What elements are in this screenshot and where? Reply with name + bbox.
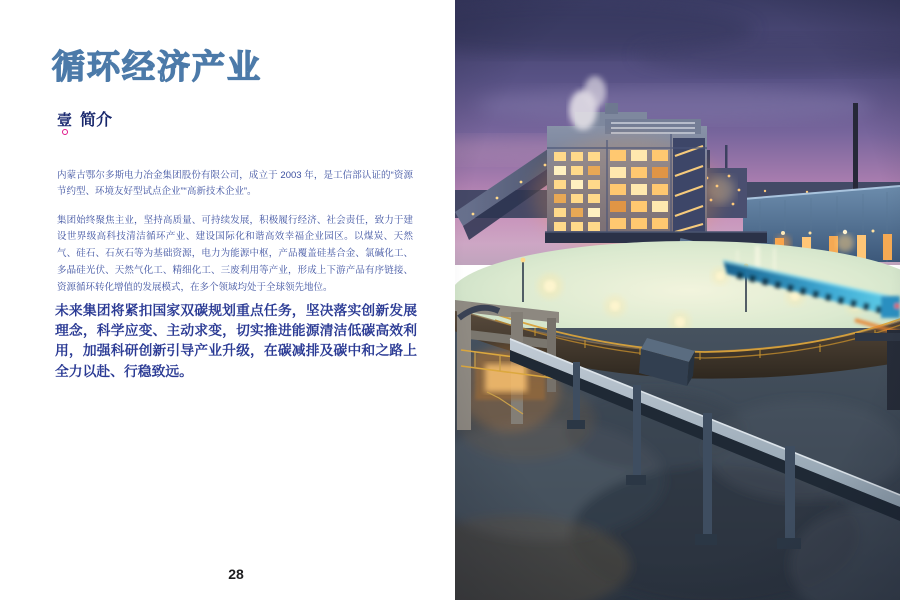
paragraph-business: 集团始终聚焦主业，坚持高质量、可持续发展，积极履行经济、社会责任，致力于建设世界级高科技清洁循环产业、建设国际化和谐高效幸福企业园区。以煤炭、天然气、硅石、石灰石等为基础资源，电力为能源中枢，产品覆盖硅基合金、氯碱化工、多晶硅光伏、天然气化工、精细化工、三废利用等产业，形成上下游产品有序链接、资源循环转化增值的发展模式，在多个领域均处于全球领先地位。 — [57, 214, 413, 294]
photo-page — [455, 0, 900, 600]
section-title: 简介 — [80, 112, 113, 129]
section-heading — [57, 112, 112, 130]
paragraph-intro: 内蒙古鄂尔多斯电力冶金集团股份有限公司，成立于 2003 年，是工信部认证的“资源节约型、环境友好型试点企业”“高新技术企业”。 — [57, 169, 413, 198]
accent-ring-icon — [62, 129, 68, 135]
paragraph-future-emphasis: 未来集团将紧扣国家双碳规划重点任务，坚决落实创新发展理念，科学应变、主动求变，切实推进能源清洁低碳高效利用，加强科研创新引导产业升级，在碳减排及碳中和之路上全力以赴、行稳致远。 — [55, 302, 417, 379]
page-number: 28 — [228, 566, 244, 582]
section-marker: 壹 — [57, 112, 73, 129]
industrial-plant-dusk-photo — [455, 0, 900, 600]
page-title: 循环经济产业 — [52, 48, 262, 85]
section-marker-wrap — [57, 112, 72, 130]
